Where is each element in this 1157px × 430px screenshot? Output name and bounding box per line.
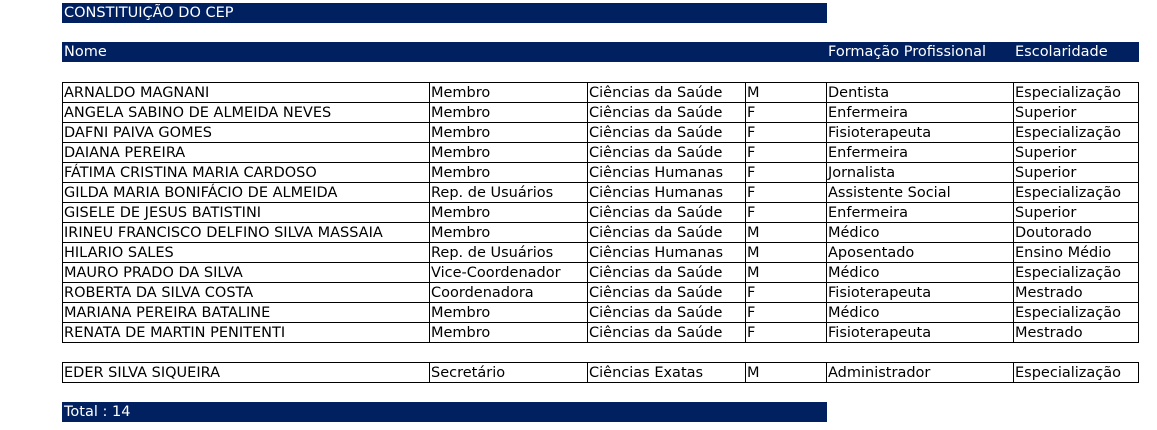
table-row [63,83,1139,103]
cell-area: Ciências da Saúde [588,323,746,343]
cell-formacao: Médico [827,223,1014,243]
cell-formacao: Médico [827,263,1014,283]
cell-sexo: F [746,103,827,123]
cell-nome: RENATA DE MARTIN PENITENTI [63,323,430,343]
cell-area: Ciências da Saúde [588,123,746,143]
members-table [62,82,1139,343]
table-row [63,203,1139,223]
cell-formacao: Enfermeira [827,103,1014,123]
table-row [63,163,1139,183]
cell-nome: FÁTIMA CRISTINA MARIA CARDOSO [63,163,430,183]
cell-formacao: Enfermeira [827,143,1014,163]
cell-sexo: F [746,143,827,163]
cell-escolaridade: Mestrado [1014,283,1139,303]
total-count: Total : 14 [62,402,827,422]
cell-formacao: Aposentado [827,243,1014,263]
cell-formacao: Enfermeira [827,203,1014,223]
cell-funcao: Rep. de Usuários [430,183,588,203]
cell-escolaridade: Especialização [1014,183,1139,203]
cell-nome: MAURO PRADO DA SILVA [63,263,430,283]
cell-funcao: Secretário [430,363,588,383]
table-row [63,363,1139,383]
cell-sexo: M [746,83,827,103]
cell-funcao: Membro [430,203,588,223]
cell-area: Ciências da Saúde [588,223,746,243]
cell-funcao: Membro [430,103,588,123]
cell-escolaridade: Especialização [1014,123,1139,143]
cell-formacao: Fisioterapeuta [827,323,1014,343]
cell-escolaridade: Especialização [1014,363,1139,383]
cell-escolaridade: Mestrado [1014,323,1139,343]
table-row [63,103,1139,123]
cell-formacao: Jornalista [827,163,1014,183]
header-formacao: Formação Profissional [828,44,986,60]
header-nome: Nome [64,44,107,60]
cell-funcao: Coordenadora [430,283,588,303]
cell-area: Ciências da Saúde [588,303,746,323]
cell-area: Ciências Humanas [588,183,746,203]
table-row [63,183,1139,203]
cell-escolaridade: Superior [1014,163,1139,183]
cell-formacao: Fisioterapeuta [827,283,1014,303]
cell-sexo: F [746,283,827,303]
cell-nome: DAFNI PAIVA GOMES [63,123,430,143]
cell-funcao: Membro [430,143,588,163]
cell-nome: EDER SILVA SIQUEIRA [63,363,430,383]
cell-formacao: Administrador [827,363,1014,383]
cell-nome: ANGELA SABINO DE ALMEIDA NEVES [63,103,430,123]
cell-nome: IRINEU FRANCISCO DELFINO SILVA MASSAIA [63,223,430,243]
cell-escolaridade: Especialização [1014,83,1139,103]
table-row [63,123,1139,143]
page-title: CONSTITUIÇÃO DO CEP [62,3,827,23]
cell-sexo: M [746,263,827,283]
cell-sexo: F [746,203,827,223]
cell-area: Ciências da Saúde [588,83,746,103]
cell-escolaridade: Ensino Médio [1014,243,1139,263]
cell-sexo: F [746,123,827,143]
cell-escolaridade: Superior [1014,203,1139,223]
table-row [63,143,1139,163]
cell-sexo: M [746,223,827,243]
cell-escolaridade: Superior [1014,103,1139,123]
cell-area: Ciências Humanas [588,243,746,263]
table-row [63,303,1139,323]
cell-funcao: Membro [430,163,588,183]
cell-sexo: F [746,183,827,203]
cell-nome: GILDA MARIA BONIFÁCIO DE ALMEIDA [63,183,430,203]
cell-funcao: Membro [430,223,588,243]
table-row [63,283,1139,303]
table-row [63,323,1139,343]
cell-nome: ARNALDO MAGNANI [63,83,430,103]
cell-escolaridade: Superior [1014,143,1139,163]
cell-nome: HILARIO SALES [63,243,430,263]
table-row [63,223,1139,243]
table-row [63,263,1139,283]
cell-formacao: Assistente Social [827,183,1014,203]
cell-funcao: Rep. de Usuários [430,243,588,263]
cell-area: Ciências da Saúde [588,103,746,123]
column-header-bar [62,42,1139,62]
cell-area: Ciências Exatas [588,363,746,383]
table-row [63,243,1139,263]
cell-escolaridade: Especialização [1014,303,1139,323]
cell-nome: ROBERTA DA SILVA COSTA [63,283,430,303]
cell-area: Ciências da Saúde [588,143,746,163]
header-escolaridade: Escolaridade [1015,44,1108,60]
cell-funcao: Membro [430,323,588,343]
cell-nome: DAIANA PEREIRA [63,143,430,163]
cell-sexo: M [746,363,827,383]
cell-escolaridade: Especialização [1014,263,1139,283]
secretary-table [62,362,1139,383]
cell-area: Ciências da Saúde [588,203,746,223]
cell-formacao: Dentista [827,83,1014,103]
cell-nome: GISELE DE JESUS BATISTINI [63,203,430,223]
cell-area: Ciências Humanas [588,163,746,183]
cell-area: Ciências da Saúde [588,263,746,283]
cell-sexo: F [746,163,827,183]
cell-funcao: Membro [430,83,588,103]
cell-funcao: Membro [430,123,588,143]
cell-area: Ciências da Saúde [588,283,746,303]
cell-formacao: Fisioterapeuta [827,123,1014,143]
cell-funcao: Membro [430,303,588,323]
cell-nome: MARIANA PEREIRA BATALINE [63,303,430,323]
cell-funcao: Vice-Coordenador [430,263,588,283]
cell-sexo: F [746,303,827,323]
cell-sexo: M [746,243,827,263]
cell-escolaridade: Doutorado [1014,223,1139,243]
cell-formacao: Médico [827,303,1014,323]
cell-sexo: F [746,323,827,343]
